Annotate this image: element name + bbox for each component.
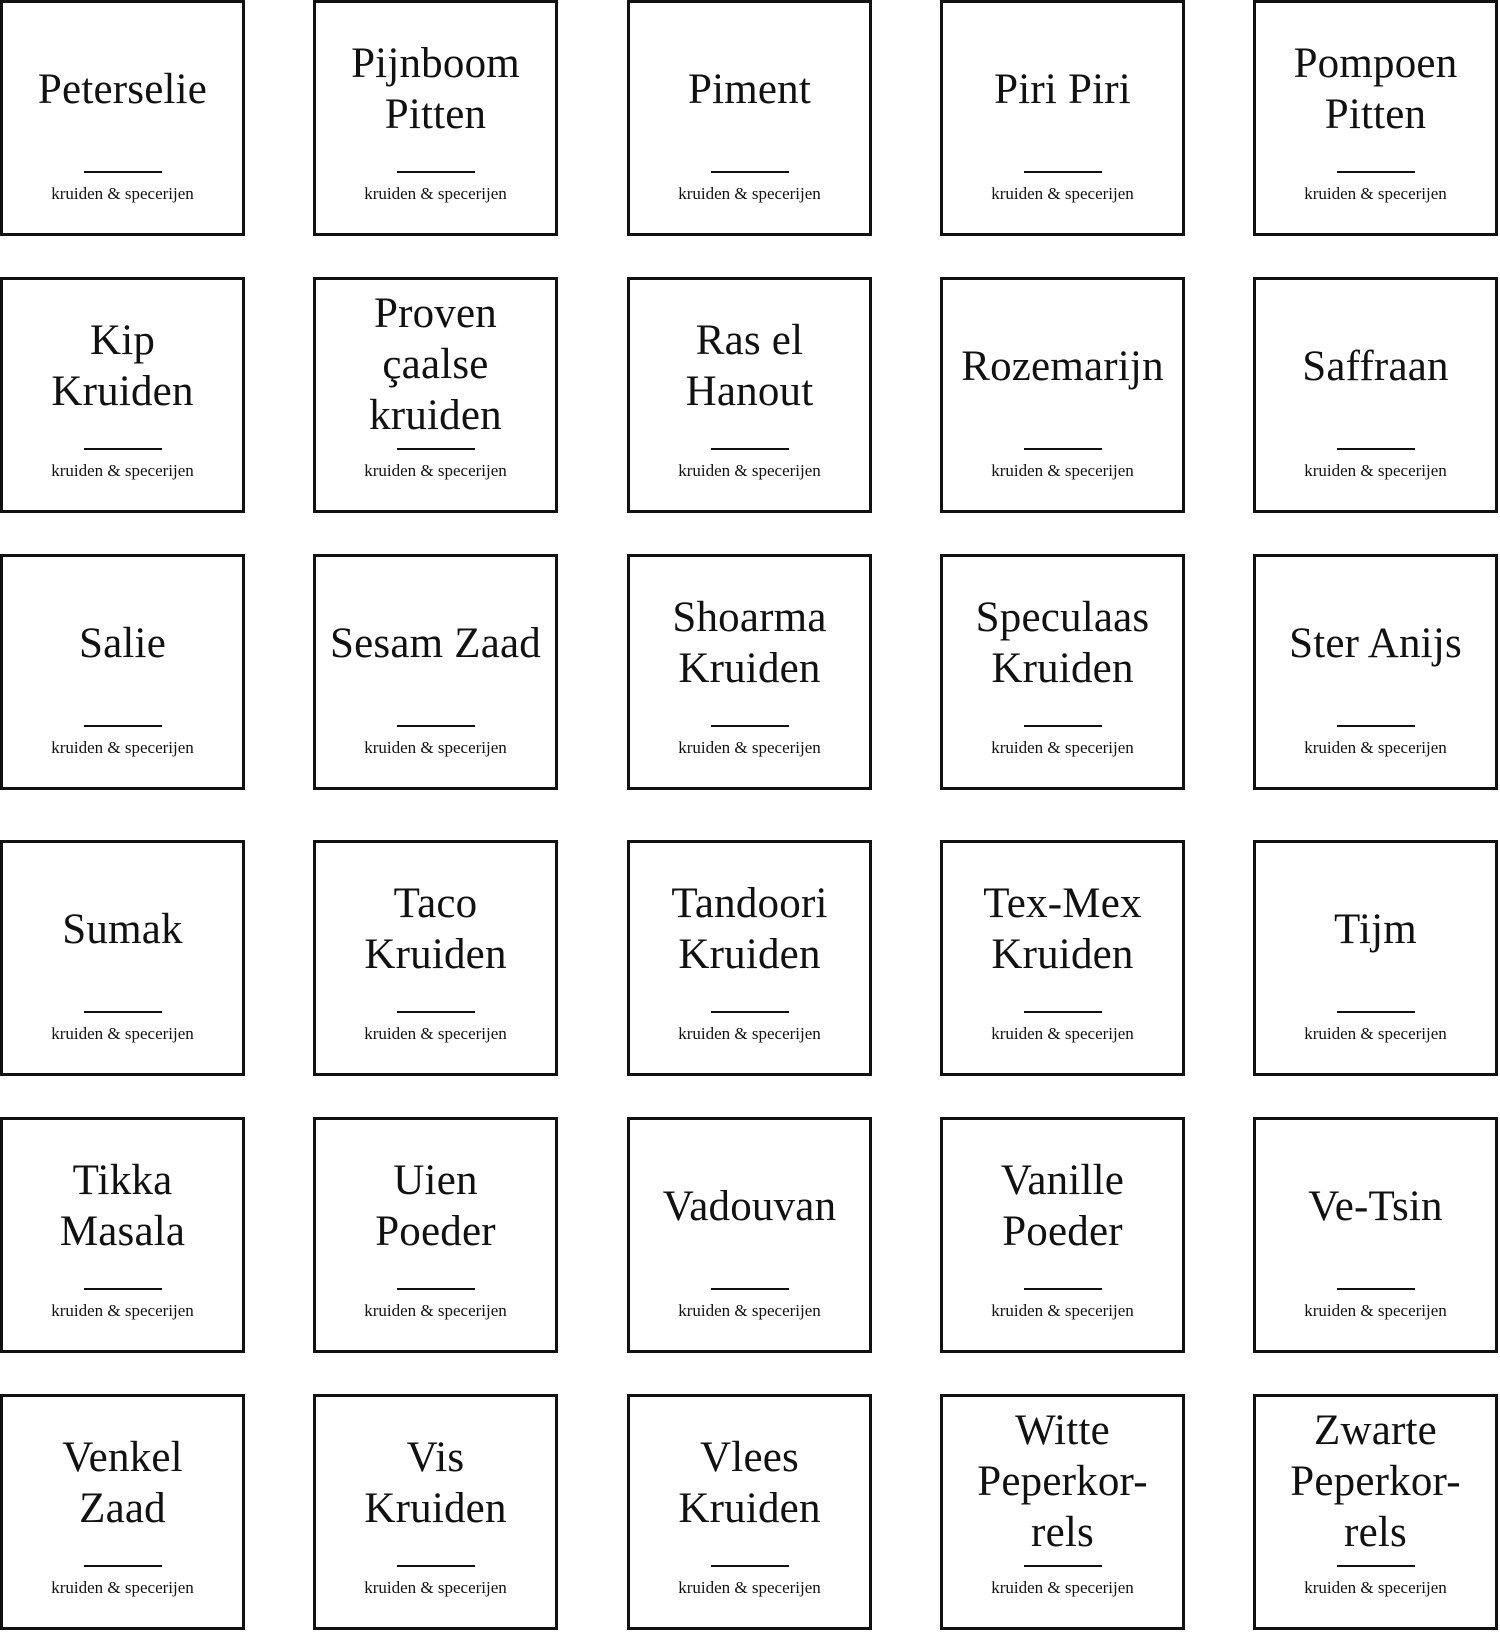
spice-label: [627, 840, 872, 1076]
spice-category: kruiden & specerijen: [364, 184, 507, 203]
spice-category: kruiden & specerijen: [364, 1024, 507, 1043]
spice-label: [313, 554, 558, 790]
spice-name: Sesam Zaad: [330, 619, 541, 667]
spice-category: kruiden & specerijen: [51, 1578, 194, 1597]
spice-name: Witte Peperkor- rels: [977, 1406, 1148, 1556]
spice-label: [313, 1117, 558, 1353]
divider-rule: [84, 1011, 162, 1013]
spice-category: kruiden & specerijen: [1304, 738, 1447, 757]
spice-category: kruiden & specerijen: [991, 1024, 1134, 1043]
spice-label: [627, 1117, 872, 1353]
divider-rule: [1024, 171, 1102, 173]
spice-label: [313, 277, 558, 513]
spice-name: Shoarma Kruiden: [672, 594, 827, 692]
spice-name: Ster Anijs: [1289, 619, 1462, 667]
spice-label: [0, 0, 245, 236]
spice-name: Uien Poeder: [375, 1157, 496, 1255]
spice-name: Tijm: [1334, 905, 1417, 953]
spice-category: kruiden & specerijen: [51, 1024, 194, 1043]
spice-category: kruiden & specerijen: [678, 738, 821, 757]
spice-name: Rozemarijn: [961, 342, 1164, 390]
divider-rule: [1337, 1565, 1415, 1567]
spice-label: [940, 0, 1185, 236]
divider-rule: [711, 171, 789, 173]
spice-name: Tex-Mex Kruiden: [983, 880, 1142, 978]
spice-name: Salie: [79, 619, 166, 667]
divider-rule: [1024, 1288, 1102, 1290]
spice-name: Vadouvan: [662, 1182, 837, 1230]
spice-name: Piri Piri: [994, 65, 1131, 113]
divider-rule: [1024, 725, 1102, 727]
spice-name: Saffraan: [1302, 342, 1449, 390]
spice-label: [1253, 0, 1498, 236]
spice-label: [940, 840, 1185, 1076]
spice-label: [1253, 277, 1498, 513]
divider-rule: [397, 1288, 475, 1290]
spice-label: [313, 1394, 558, 1630]
spice-label: [0, 554, 245, 790]
divider-rule: [1024, 1011, 1102, 1013]
divider-rule: [1337, 171, 1415, 173]
divider-rule: [1024, 448, 1102, 450]
spice-name: Tikka Masala: [59, 1157, 186, 1255]
divider-rule: [84, 725, 162, 727]
spice-name: Piment: [687, 65, 812, 113]
spice-category: kruiden & specerijen: [991, 184, 1134, 203]
spice-name: Sumak: [62, 905, 183, 953]
spice-name: Ras el Hanout: [685, 317, 814, 415]
spice-category: kruiden & specerijen: [1304, 1578, 1447, 1597]
spice-label: [0, 1394, 245, 1630]
spice-category: kruiden & specerijen: [678, 1301, 821, 1320]
spice-category: kruiden & specerijen: [364, 738, 507, 757]
divider-rule: [397, 448, 475, 450]
spice-category: kruiden & specerijen: [678, 461, 821, 480]
divider-rule: [1337, 725, 1415, 727]
spice-label: [1253, 554, 1498, 790]
spice-label: [0, 1117, 245, 1353]
spice-name: Proven çaalse kruiden: [369, 289, 502, 439]
divider-rule: [84, 1565, 162, 1567]
spice-category: kruiden & specerijen: [364, 461, 507, 480]
spice-name: Peterselie: [37, 65, 208, 113]
spice-category: kruiden & specerijen: [991, 738, 1134, 757]
spice-label: [940, 554, 1185, 790]
spice-name: Pompoen Pitten: [1293, 40, 1458, 138]
spice-label: [313, 840, 558, 1076]
spice-name: Vlees Kruiden: [678, 1434, 821, 1532]
spice-name: Speculaas Kruiden: [975, 594, 1150, 692]
spice-name: Vis Kruiden: [364, 1434, 507, 1532]
divider-rule: [84, 1288, 162, 1290]
spice-category: kruiden & specerijen: [51, 1301, 194, 1320]
spice-label: [627, 1394, 872, 1630]
spice-label: [627, 277, 872, 513]
divider-rule: [711, 1288, 789, 1290]
spice-category: kruiden & specerijen: [1304, 1024, 1447, 1043]
spice-category: kruiden & specerijen: [364, 1578, 507, 1597]
spice-name: Ve-Tsin: [1308, 1182, 1443, 1230]
spice-name: Pijnboom Pitten: [351, 40, 520, 138]
spice-name: Tandoori Kruiden: [671, 880, 828, 978]
spice-label: [1253, 1117, 1498, 1353]
divider-rule: [397, 1565, 475, 1567]
spice-label: [0, 840, 245, 1076]
divider-rule: [84, 171, 162, 173]
spice-name: Vanille Poeder: [1000, 1157, 1125, 1255]
spice-category: kruiden & specerijen: [1304, 184, 1447, 203]
spice-name: Zwarte Peperkor- rels: [1290, 1406, 1461, 1556]
spice-label: [627, 554, 872, 790]
spice-label: [940, 1117, 1185, 1353]
spice-category: kruiden & specerijen: [51, 461, 194, 480]
spice-label: [0, 277, 245, 513]
spice-label: [1253, 840, 1498, 1076]
spice-label: [940, 1394, 1185, 1630]
spice-category: kruiden & specerijen: [678, 184, 821, 203]
divider-rule: [711, 448, 789, 450]
divider-rule: [711, 1565, 789, 1567]
divider-rule: [84, 448, 162, 450]
spice-label: [1253, 1394, 1498, 1630]
divider-rule: [711, 725, 789, 727]
spice-label: [940, 277, 1185, 513]
spice-name: Venkel Zaad: [62, 1434, 183, 1532]
spice-category: kruiden & specerijen: [51, 184, 194, 203]
divider-rule: [397, 171, 475, 173]
spice-label: [313, 0, 558, 236]
spice-category: kruiden & specerijen: [1304, 461, 1447, 480]
spice-category: kruiden & specerijen: [1304, 1301, 1447, 1320]
spice-category: kruiden & specerijen: [678, 1024, 821, 1043]
spice-category: kruiden & specerijen: [991, 461, 1134, 480]
spice-category: kruiden & specerijen: [991, 1301, 1134, 1320]
divider-rule: [397, 1011, 475, 1013]
spice-label: [627, 0, 872, 236]
divider-rule: [1024, 1565, 1102, 1567]
divider-rule: [1337, 1288, 1415, 1290]
divider-rule: [1337, 1011, 1415, 1013]
spice-category: kruiden & specerijen: [364, 1301, 507, 1320]
spice-name: Kip Kruiden: [51, 317, 194, 415]
divider-rule: [711, 1011, 789, 1013]
divider-rule: [397, 725, 475, 727]
spice-category: kruiden & specerijen: [678, 1578, 821, 1597]
spice-category: kruiden & specerijen: [991, 1578, 1134, 1597]
spice-category: kruiden & specerijen: [51, 738, 194, 757]
divider-rule: [1337, 448, 1415, 450]
spice-name: Taco Kruiden: [364, 880, 507, 978]
